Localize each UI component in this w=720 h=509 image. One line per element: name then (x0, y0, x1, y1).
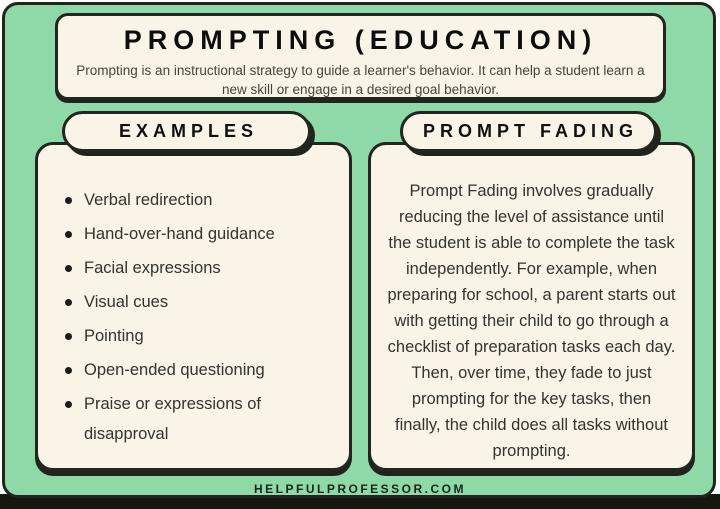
prompt-fading-heading-pill (400, 111, 657, 152)
list-item: Hand-over-hand guidance (84, 219, 333, 249)
footer (0, 480, 720, 498)
header-card (55, 13, 666, 100)
list-item: Praise or expressions of disapproval (84, 389, 333, 449)
prompt-fading-heading: PROMPT FADING (422, 121, 638, 141)
list-item: Facial expressions (84, 253, 333, 283)
list-item: Pointing (84, 321, 333, 351)
page-subtitle: Prompting is an instructional strategy to guide a learner's behavior. It can help a student learn a new skill or engage in a desired goal behavior. (76, 63, 645, 98)
list-item: Visual cues (84, 287, 333, 317)
examples-panel (35, 142, 352, 471)
examples-list (38, 145, 349, 449)
examples-heading: EXAMPLES (118, 121, 259, 141)
examples-heading-pill (62, 111, 311, 152)
prompt-fading-panel (368, 142, 695, 471)
list-item: Verbal redirection (84, 185, 333, 215)
page-title: PROMPTING (EDUCATION) (123, 25, 598, 55)
list-item: Open-ended questioning (84, 355, 333, 385)
website-text: HELPFULPROFESSOR.COM (253, 482, 466, 496)
prompt-fading-body: Prompt Fading involves gradually reducing the level of assistance until the student is able to complete the task independently. For example, when preparing for school, a parent starts out with getting their child to go through a checklist of preparation tasks each day. Then, over time, they fade to just prompting for the key tasks, then finally, the child does all tasks without prompting. (387, 182, 676, 460)
